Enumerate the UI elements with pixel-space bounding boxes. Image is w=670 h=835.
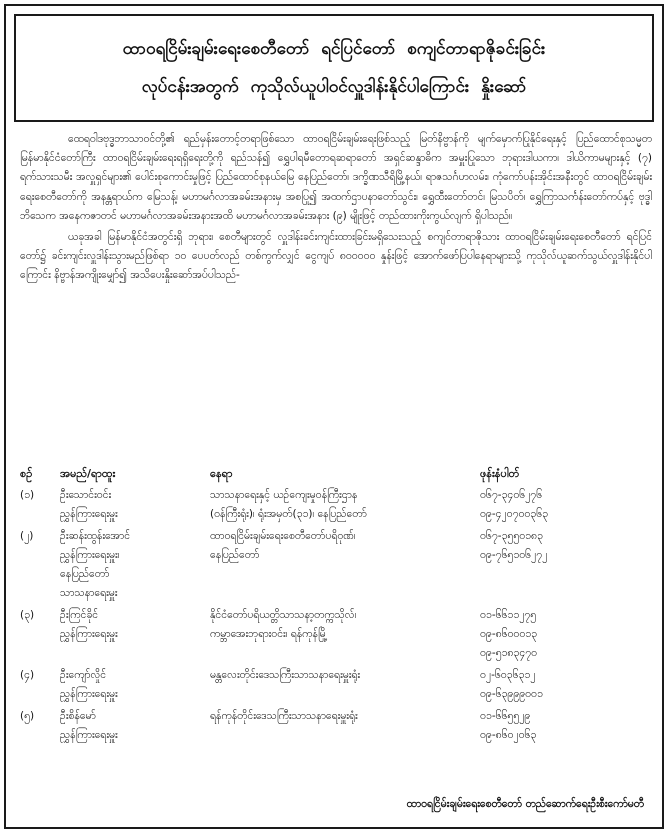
- row-phone: ၀၉-၅၁၈၃၄၇၀: [480, 647, 538, 659]
- row-phone: ၀၉-၈၆၀၂၀၆၃: [480, 729, 537, 741]
- row-address: ရန်ကုန်တိုင်းဒေသကြီးသာသနာရေးမှူးရုံး: [210, 710, 358, 722]
- row-address: (ဝန်ကြီးရုံး)၊ ရုံးအမှတ်(၃၁)၊ နေပြည်တော်: [210, 508, 367, 520]
- row-name: ဦးသောင်းဝင်း: [60, 489, 112, 501]
- table-row: [20, 666, 652, 704]
- header-no: စဉ်: [20, 467, 33, 480]
- row-address: ကမ္ဘာအေးဘုရားဝင်း၊ ရန်ကုန်မြို့: [210, 628, 328, 640]
- row-name: ဦးကြင်ခိုင်: [60, 609, 99, 621]
- title-box: [14, 14, 654, 122]
- table-row: [20, 527, 652, 603]
- row-name: ဦးစိန်မော်: [60, 710, 96, 722]
- row-address: နိုင်ငံတော်ပရိယတ္တိသာသနာ့တက္ကသိုလ်၊: [210, 609, 357, 621]
- row-phone: ၀၆၇-၃၄၀၆၂၇၆: [480, 489, 543, 501]
- row-address: ထာဝရငြိမ်းချမ်းရေးစေတီတော်ပရိဝုဏ်၊: [210, 530, 356, 542]
- table-row: [20, 707, 652, 745]
- row-phone: ၀၂-၆၀၃၆၃၁၂: [480, 669, 536, 681]
- header-address: နေရာ: [210, 467, 233, 480]
- row-title: ညွှန်ကြားရေးမှူး၊: [60, 549, 120, 561]
- row-phone: ၀၉-၇၆၅၁၀၆၂၇၂: [480, 549, 548, 561]
- row-name: ဦးဆန်းထွန်းအောင်: [60, 530, 131, 542]
- row-title: ညွှန်ကြားရေးမှူး: [60, 508, 118, 520]
- row-address: မန္တလေးတိုင်းဒေသကြီးသာသနာရေးမှူးရုံး: [210, 669, 361, 681]
- committee-signature: ထာဝရငြိမ်းချမ်းရေးစေတီတော် တည်ဆောက်ရေးဦးစီးကော်မတီ: [406, 798, 644, 810]
- title-line-2: လုပ်ငန်းအတွက် ကုသိုလ်ယူပါဝင်လှူဒါန်းနိုင်ပါကြောင်း နှိုးဆော်: [141, 77, 527, 97]
- row-phone: ၀၉-၈၆၀၀၀၁၃: [480, 628, 538, 640]
- title-line-1: ထာဝရငြိမ်းချမ်းရေးစေတီတော် ရင်ပြင်တော် စကျင်တာရာဇိုခင်းခြင်း: [122, 39, 546, 59]
- row-name: ဦးကျော်လှိုင်: [60, 669, 107, 681]
- row-phone: ၀၉-၄၂၀၇၀၀၃၆၃: [480, 508, 549, 520]
- row-address: နေပြည်တော်: [210, 549, 260, 561]
- row-no: (၄): [20, 669, 35, 681]
- row-no: (၅): [20, 710, 35, 722]
- row-phone: ၀၁-၆၆၁၁၂၇၅: [480, 609, 537, 621]
- row-phone: ၀၆၇-၃၅၅၀၁၈၃: [480, 530, 543, 542]
- header-name: အမည်/ရာထူး: [60, 467, 116, 480]
- table-row: [20, 606, 652, 663]
- row-address: သာသနာရေးနှင့် ယဉ်ကျေးမှုဝန်ကြီးဌာန: [210, 489, 358, 501]
- contact-table: [20, 464, 652, 748]
- row-title: ညွှန်ကြားရေးမှူး: [60, 729, 118, 741]
- table-row: [20, 486, 652, 524]
- row-title: ညွှန်ကြားရေးမှူး: [60, 628, 118, 640]
- row-no: (၁): [20, 489, 35, 501]
- row-title: နေပြည်တော်: [60, 568, 110, 580]
- row-phone: ၀၉-၆၃၉၉၉၀၀၁: [480, 688, 543, 700]
- row-no: (၃): [20, 609, 35, 621]
- row-no: (၂): [20, 530, 34, 542]
- row-title: သာသနာရေးမှူး: [60, 587, 118, 599]
- table-header: [20, 464, 652, 484]
- row-phone: ၀၁-၆၆၅၅၂၉: [480, 710, 531, 722]
- announcement-page: [4, 4, 664, 829]
- header-phone: ဖုန်းနံပါတ်: [480, 467, 520, 480]
- row-title: ညွှန်ကြားရေးမှူး: [60, 688, 118, 700]
- body-paragraph-2: ယခုအခါ မြန်မာနိုင်ငံအတွင်းရှိ ဘုရား၊ စေတီများတွင် လှူဒါန်းခင်းကျင်းထားခြင်းမရှိသေးသည့် စကျင်တာရာဇိုသား ထာဝရငြိမ်းချမ်းရေးစေတီတော် ရင်ပြင်တော်၌ ခင်းကျင်းလှူဒါန်းသွားမည်ဖြစ်ရာ ၁၀ ပေပတ်လည် တစ်ကွက်လျှင် ငွေကျပ် ၈၀၀၀၀၀ နှုန်းဖြင့် အောက်ဖော်ပြပါနေရာများသို့ ကုသိုလ်ယူဆက်သွယ်လှူဒါန်းနိုင်ပါကြောင်း နိဗ္ဗာန်အကျိုးမျှော်၍ အသိပေးနှိုးဆော်အပ်ပါသည်-: [20, 231, 652, 282]
- announcement-body: [20, 130, 652, 288]
- body-paragraph-1: ထေရဝါဒဗုဒ္ဓဘာသာဝင်တို့၏ ရည်မှန်းတောင့်တရာဖြစ်သော ထာဝရငြိမ်းချမ်းရေးဖြစ်သည့် မြတ်နိဗ္ဗာန်ကို မျက်မှောက်ပြုနိုင်ရေးနှင့် ပြည်ထောင်စုသမ္မတ မြန်မာနိုင်ငံတော်ကြီး ထာဝရငြိမ်းချမ်းရေးရရှိရေးတို့ကို ရည်သန်၍ ရွှေပါရမီတောရဆရာတော် အရှင်ဆန္ဒာဓိက အမှူးပြုသော ဘုရားဒါယကာ၊ ဒါယိကာမများနှင့် (၇) ရက်သားသမီး အလှူရှင်များ၏ ပေါင်းစုကောင်းမှုဖြင့် ပြည်ထောင်စုနယ်မြေ နေပြည်တော်၊ ဒက္ခိဏသီရိမြို့နယ်၊ ရာဇသင်္ဂဟလမ်း၊ ကုံကော်ပန်းအိုင်းအနီးတွင် ထာဝရငြိမ်းချမ်းရေးစေတီတော်ကို အနန္တရာယ်က မြေသန့်၊ မဟာမင်္ဂလာအခမ်းအနားမှ အစပြု၍ အထက်ဌာပနာတော်သွင်း၊ ရွှေထီးတော်တင်၊ မြသပိတ်၊ ရွှေကြာသင်္ကန်းတော်ကပ်နှင့် ဗုဒ္ဓါဘိသေက အနေကဇာတင် မဟာမင်္ဂလာအခမ်းအနားအထိ မဟာမင်္ဂလာအခမ်းအနား (၉) မျိုးဖြင့် တည်ထားကိုးကွယ်လျက် ရှိပါသည်။: [20, 133, 652, 222]
